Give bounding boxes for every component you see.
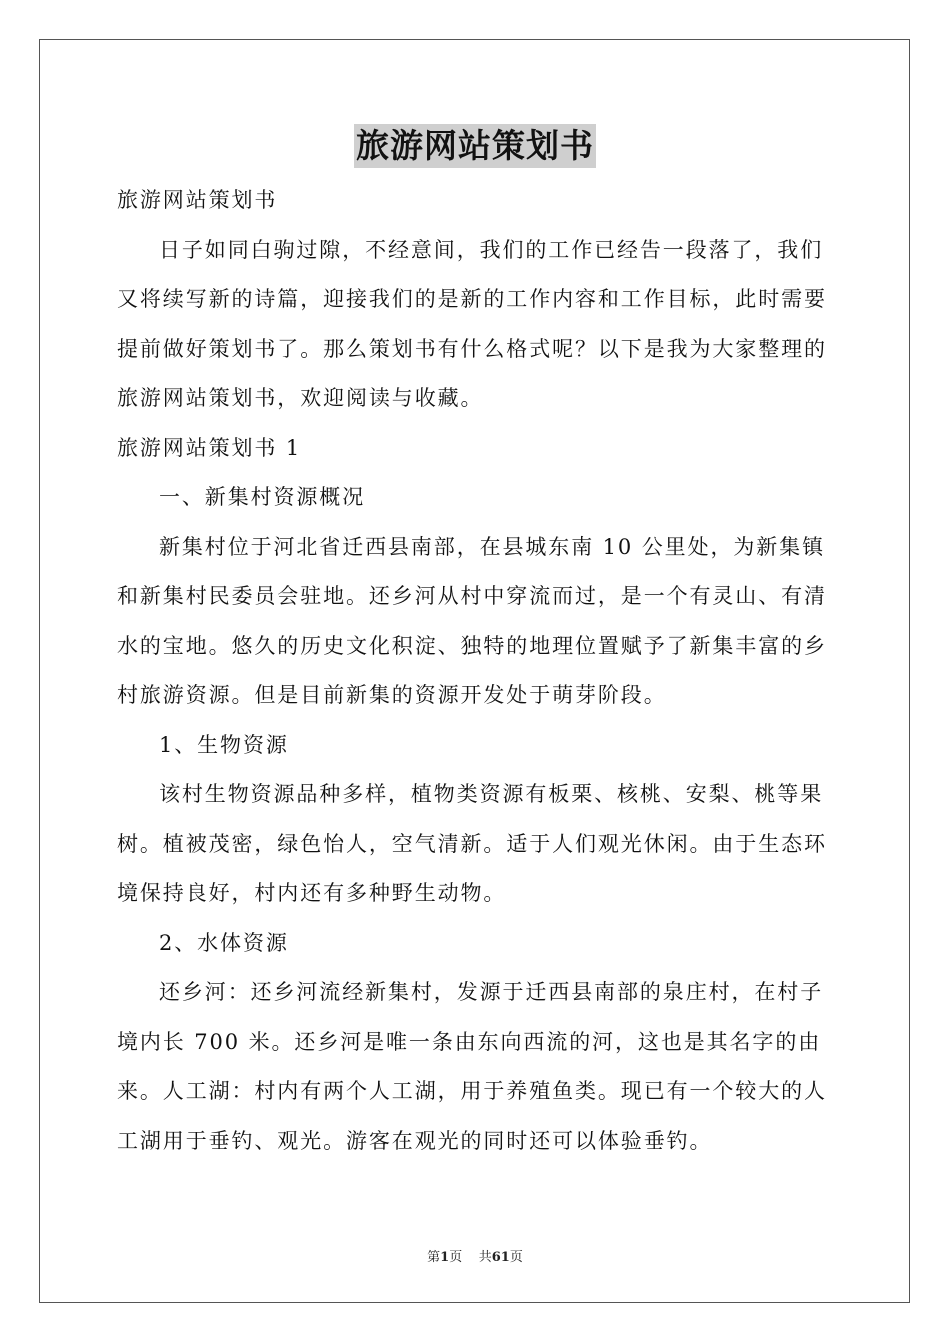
total-suffix: 页: [509, 1250, 523, 1265]
body-paragraph: 还乡河：还乡河流经新集村，发源于迁西县南部的泉庄村，在村子境内长 700 米。还乡河是唯一条由东向西流的河，这也是其名字的由来。人工湖：村内有两个人工湖，用于养殖鱼类。现已有一个较大的人工湖用于垂钓、观光。游客在观光的同时还可以体验垂钓。: [117, 980, 827, 1153]
body-paragraph: 新集村位于河北省迁西县南部，在县城东南 10 公里处，为新集镇和新集村民委员会驻地。还乡河从村中穿流而过，是一个有灵山、有清水的宝地。悠久的历史文化积淀、独特的地理位置赋予了新集丰富的乡村旅游资源。但是目前新集的资源开发处于萌芽阶段。: [117, 534, 827, 707]
body-paragraph: 该村生物资源品种多样，植物类资源有板栗、核桃、安梨、桃等果树。植被茂密，绿色怡人，空气清新。适于人们观光休闲。由于生态环境保持良好，村内还有多种野生动物。: [117, 782, 827, 905]
item-heading: 1、生物资源: [159, 732, 289, 757]
section-heading: 旅游网站策划书 1: [117, 435, 302, 460]
total-prefix: 共: [478, 1250, 492, 1265]
subsection-heading: 一、新集村资源概况: [159, 485, 366, 509]
item-heading: 2、水体资源: [159, 930, 289, 955]
page-number: 1: [440, 1250, 450, 1265]
title-container: [0, 124, 950, 168]
page-prefix: 第: [427, 1250, 441, 1265]
document-title: 旅游网站策划书: [354, 124, 596, 168]
subtitle-paragraph: 旅游网站策划书: [117, 188, 278, 212]
page-suffix: 页: [449, 1250, 463, 1265]
total-pages: 61: [491, 1250, 510, 1265]
intro-paragraph: 日子如同白驹过隙，不经意间，我们的工作已经告一段落了，我们又将续写新的诗篇，迎接我们的是新的工作内容和工作目标，此时需要提前做好策划书了。那么策划书有什么格式呢？以下是我为大家整理的旅游网站策划书，欢迎阅读与收藏。: [117, 237, 827, 410]
document-body: [117, 176, 833, 1166]
page-footer: [0, 1246, 950, 1265]
